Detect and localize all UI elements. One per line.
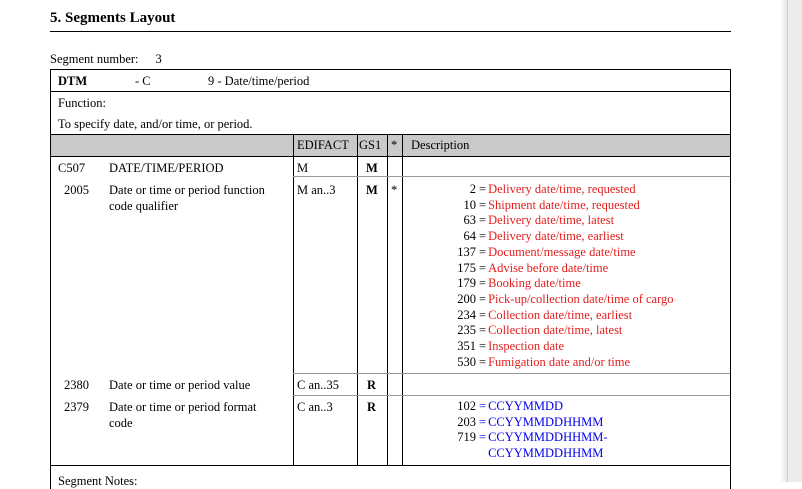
segment-status: - C [135,74,151,88]
row-gs1: M [366,183,378,197]
row-name: DATE/TIME/PERIOD [109,161,224,175]
row-gs1: M [366,161,378,175]
header-bottom-rule [50,156,731,157]
segment-number-label: Segment number: [50,52,139,66]
function-label: Function: [58,96,106,110]
segment-number-value: 3 [155,52,162,66]
code-entry: 63 = Delivery date/time, latest [463,213,615,228]
row-code: 2005 [64,183,89,197]
row-code: 2379 [64,400,89,414]
row-gs1: R [367,400,377,414]
code-entry: 175 = Advise before date/time [457,260,609,275]
code-entry: CCYYMMDDHHMM [488,446,604,461]
code-entry: 179 = Booking date/time [457,276,581,291]
title-rule [50,31,731,32]
row-rule [293,395,730,396]
row-edifact: M [297,161,309,175]
row-edifact: C an..35 [297,378,340,392]
header-top-rule [50,134,731,135]
qualifier-code-list [430,182,674,370]
row-name: Date or time or period format [109,400,257,414]
code-entry: 234 = Collection date/time, earliest [457,307,633,322]
code-entry: 351 = Inspection date [457,339,565,354]
row-code: 2380 [64,378,89,392]
code-entry: 200 = Pick-up/collection date/time of cargo [457,291,674,306]
row-edifact: C an..3 [297,400,333,414]
col-rule-gs1 [357,134,358,465]
table-section-rule [50,465,731,466]
code-entry: 530 = Fumigation date and/or time [457,354,631,369]
segment-number [50,52,162,67]
row-name-cont: code [109,416,133,430]
format-code-list [430,399,608,462]
code-entry: 719 = CCYYMMDDHHMM- [457,430,608,445]
row-code: C507 [58,161,86,175]
function-text: To specify date, and/or time, or period. [58,117,253,131]
row-rule [293,373,730,374]
row-name: Date or time or period function [109,183,265,197]
row-star: * [391,183,398,197]
col-rule-edifact [293,134,294,465]
row-name-cont: code qualifier [109,199,179,213]
col-edifact: EDIFACT [297,138,349,152]
code-entry: 203 = CCYYMMDDHHMM [457,414,604,429]
row-rule [293,176,730,177]
col-gs1: GS1 [359,138,382,152]
code-entry: 137 = Document/message date/time [457,244,636,259]
section-title: 5. Segments Layout [50,10,176,26]
segment-repeat: 9 - Date/time/period [208,74,310,88]
tag-divider [50,91,731,92]
col-description: Description [411,138,470,152]
row-name: Date or time or period value [109,378,251,392]
code-entry: 2 = Delivery date/time, requested [469,182,636,196]
code-entry: 235 = Collection date/time, latest [457,323,623,338]
viewer-gutter [787,0,802,482]
segment-tag: DTM [58,74,88,88]
col-star: * [391,138,398,152]
code-entry: 64 = Delivery date/time, earliest [463,229,624,244]
code-entry: 10 = Shipment date/time, requested [463,197,640,212]
col-rule-star [387,134,388,465]
segment-notes-label: Segment Notes: [58,474,138,488]
col-rule-desc [402,134,403,465]
page-edge-shadow [780,0,787,482]
code-entry: 102 = CCYYMMDD [457,399,564,413]
row-gs1: R [367,378,377,392]
row-edifact: M an..3 [297,183,336,197]
